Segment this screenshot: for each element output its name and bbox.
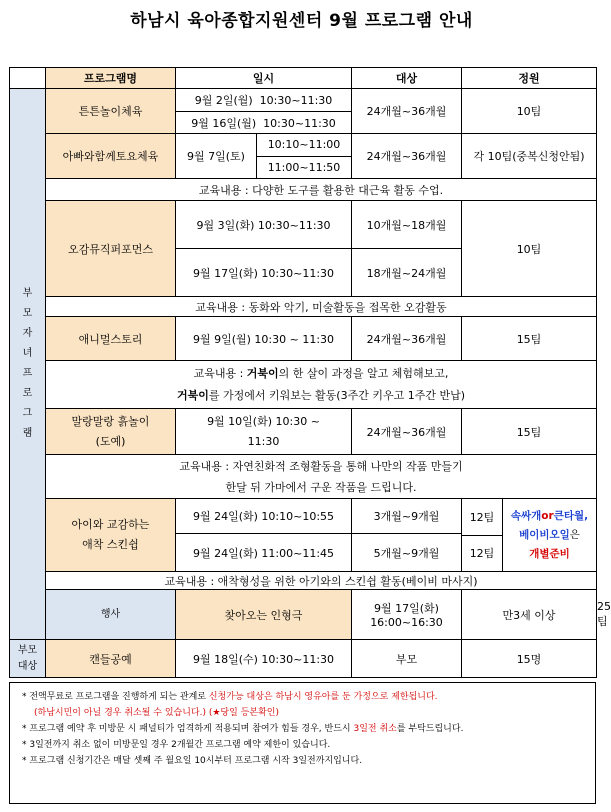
program-capacity: 15팀 — [462, 409, 597, 455]
header-datetime: 일시 — [176, 68, 352, 89]
program-target: 부모 — [352, 640, 462, 678]
program-datetime: 9월 24일(화) 11:00~11:45 — [176, 534, 352, 572]
program-datetime: 9월 17일(화) 10:30~11:30 — [176, 249, 352, 297]
edu-content: 교육내용 : 애착형성을 위한 아기와의 스킨쉽 활동(베이비 마사지) — [46, 572, 597, 590]
program-capacity: 12팀 12팀 속싸개or큰타월, 베이비오일은 개별준비 — [462, 499, 597, 572]
edu-content: 교육내용 : 거북이의 한 살이 과정을 알고 체험해보고, 거북이를 가정에서 키워보는 활동(3주간 키우고 1주간 반납) — [46, 361, 597, 409]
program-target: 24개월~36개월 — [352, 317, 462, 361]
program-target: 18개월~24개월 — [352, 249, 462, 297]
program-capacity: 15팀 — [462, 317, 597, 361]
program-capacity: 15명 — [462, 640, 597, 678]
table-row — [10, 499, 597, 534]
note-line: * 프로그램 예약 후 미방문 시 패널티가 엄격하게 적용되며 참여가 힘들 경우, 반드시 3일전 취소를 부탁드립니다. — [22, 724, 464, 734]
edu-row — [10, 572, 597, 590]
header-target: 대상 — [352, 68, 462, 89]
table-row — [10, 409, 597, 455]
header-blank — [10, 68, 46, 89]
note-line: * 3일전까지 취소 없이 미방문일 경우 2개월간 프로그램 예약 제한이 있습니다. — [22, 740, 331, 750]
program-name: 찾아오는 인형극 — [176, 590, 352, 640]
program-datetime: 9월 18일(수) 10:30~11:30 — [176, 640, 352, 678]
program-capacity: 10팀 — [462, 201, 597, 297]
edu-row — [10, 455, 597, 499]
program-datetime: 9월 9일(월) 10:30 ~ 11:30 — [176, 317, 352, 361]
program-name: 아이와 교감하는 애착 스킨쉽 — [46, 499, 176, 572]
program-datetime: 9월 7일(토) 10:10~11:00 11:00~11:50 — [176, 134, 352, 179]
program-name: 튼튼놀이체육 — [46, 89, 176, 134]
table-row — [10, 89, 597, 112]
program-capacity: 각 10팀(중복신청안됨) — [462, 134, 597, 179]
table-row — [10, 640, 597, 678]
note-line: * 전액무료로 프로그램을 진행하게 되는 관계로 신청가능 대상은 하남시 영유아를 둔 가정으로 제한됩니다. — [22, 692, 438, 702]
program-table — [9, 67, 611, 678]
program-target: 24개월~36개월 — [352, 134, 462, 179]
edu-content: 교육내용 : 동화와 악기, 미술활동을 접목한 오감활동 — [46, 297, 597, 317]
table-header-row — [10, 68, 597, 89]
section-event: 행사 — [46, 590, 176, 640]
table-row — [10, 201, 597, 249]
program-target: 5개월~9개월 — [352, 534, 462, 572]
edu-row — [10, 297, 597, 317]
program-target: 24개월~36개월 — [352, 89, 462, 134]
page-title: 하남시 육아종합지원센터 9월 프로그램 안내 — [130, 11, 473, 31]
program-name: 말랑말랑 흙놀이 (도예) — [46, 409, 176, 455]
program-target: 만3세 이상 — [462, 590, 597, 640]
program-target: 24개월~36개월 — [352, 409, 462, 455]
table-row: 행사 찾아오는 인형극 9월 17일(화) 16:00~16:30 만3세 이상 25팀 — [10, 590, 597, 640]
table-row — [10, 317, 597, 361]
edu-content: 교육내용 : 다양한 도구를 활용한 대근육 활동 수업. — [46, 179, 597, 201]
notes-box — [9, 682, 596, 804]
program-datetime: 9월 16일(월) 10:30~11:30 — [176, 112, 352, 134]
edu-content: 교육내용 : 자연친화적 조형활동을 통해 나만의 작품 만들기 한달 뒤 가마에서 구운 작품을 드립니다. — [46, 455, 597, 499]
edu-row — [10, 179, 597, 201]
program-capacity: 10팀 — [462, 89, 597, 134]
note-line: (하남시민이 아닐 경우 취소될 수 있습니다.) (★당일 등본확인) — [34, 708, 279, 718]
section-parent-program: 부 모 자 녀 프 로 그 램 — [10, 89, 46, 640]
program-datetime: 9월 10일(화) 10:30 ~ 11:30 — [176, 409, 352, 455]
note-line: * 프로그램 신청기간은 매달 셋째 주 월요일 10시부터 프로그램 시작 3일전까지입니다. — [22, 756, 363, 766]
program-datetime: 9월 2일(월) 10:30~11:30 — [176, 89, 352, 112]
program-name: 캔들공예 — [46, 640, 176, 678]
prep-note: 속싸개or큰타월, 베이비오일은 개별준비 — [510, 509, 589, 560]
section-parent-target: 부모 대상 — [10, 640, 46, 678]
header-capacity: 정원 — [462, 68, 597, 89]
program-target: 3개월~9개월 — [352, 499, 462, 534]
header-program: 프로그램명 — [46, 68, 176, 89]
program-name: 애니멀스토리 — [46, 317, 176, 361]
edu-row — [10, 361, 597, 409]
program-datetime: 9월 24일(화) 10:10~10:55 — [176, 499, 352, 534]
program-target: 10개월~18개월 — [352, 201, 462, 249]
program-datetime: 9월 17일(화) 16:00~16:30 — [352, 590, 462, 640]
program-name: 오감뮤직퍼포먼스 — [46, 201, 176, 297]
table-row — [10, 134, 597, 157]
program-datetime: 9월 3일(화) 10:30~11:30 — [176, 201, 352, 249]
program-name: 아빠와함께토요체육 — [46, 134, 176, 179]
